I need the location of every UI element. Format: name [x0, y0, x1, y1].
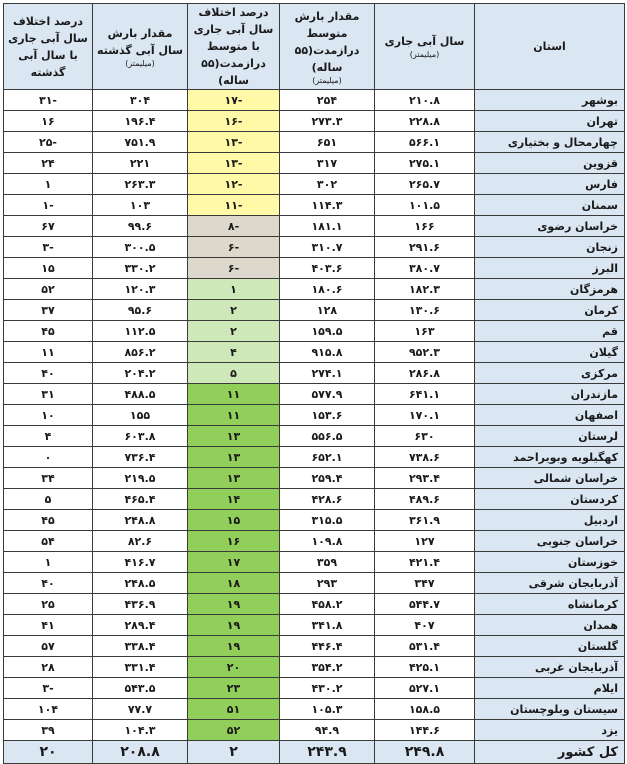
- header-avg55-unit: (میلیمتر): [312, 75, 342, 85]
- row-diff-last: -۱: [4, 195, 93, 216]
- row-province: گلستان: [475, 636, 625, 657]
- row-diff-last: ۵۴: [4, 531, 93, 552]
- row-last: ۱۵۵: [93, 405, 188, 426]
- row-avg: ۴۴۶.۴: [280, 636, 375, 657]
- row-diff-last: ۱: [4, 552, 93, 573]
- table-row: [4, 552, 625, 573]
- row-last: ۷۵۱.۹: [93, 132, 188, 153]
- row-diff-avg: ۲: [188, 300, 280, 321]
- row-avg: ۴۰۳.۶: [280, 258, 375, 279]
- row-province: اصفهان: [475, 405, 625, 426]
- row-diff-last: ۳۴: [4, 468, 93, 489]
- row-province: قزوین: [475, 153, 625, 174]
- row-last: ۹۹.۶: [93, 216, 188, 237]
- row-diff-avg: ۲: [188, 321, 280, 342]
- row-diff-avg: ۱۱: [188, 405, 280, 426]
- row-avg: ۴۵۸.۲: [280, 594, 375, 615]
- table-row: [4, 615, 625, 636]
- header-diff-last: درصد اختلاف سال آبی جاری با سال آبی گذشته: [4, 4, 93, 90]
- row-province: کرمانشاه: [475, 594, 625, 615]
- row-last: ۱۱۲.۵: [93, 321, 188, 342]
- row-avg: ۱۰۹.۸: [280, 531, 375, 552]
- row-current: ۱۰۱.۵: [375, 195, 475, 216]
- row-last: ۹۵.۶: [93, 300, 188, 321]
- row-province: خراسان شمالی: [475, 468, 625, 489]
- row-diff-avg: ۱۵: [188, 510, 280, 531]
- row-last: ۷۷.۷: [93, 699, 188, 720]
- row-avg: ۱۸۱.۱: [280, 216, 375, 237]
- row-diff-last: ۳۹: [4, 720, 93, 741]
- table-body: [4, 90, 625, 741]
- table-row: [4, 342, 625, 363]
- row-diff-avg: ۱۴: [188, 489, 280, 510]
- row-province: لرستان: [475, 426, 625, 447]
- row-diff-last: ۱: [4, 174, 93, 195]
- row-province: آذربایجان شرقی: [475, 573, 625, 594]
- row-last: ۷۳۶.۴: [93, 447, 188, 468]
- table-row: [4, 594, 625, 615]
- header-diff-avg: درصد اختلاف سال آبی جاری با متوسط درازمدت(۵۵ ساله): [188, 4, 280, 90]
- row-diff-last: ۴۰: [4, 363, 93, 384]
- row-diff-last: ۱۰۴: [4, 699, 93, 720]
- row-avg: ۹۴.۹: [280, 720, 375, 741]
- row-diff-avg: ۲۳: [188, 678, 280, 699]
- total-avg: ۲۴۳.۹: [280, 741, 375, 764]
- row-current: ۲۹۳.۴: [375, 468, 475, 489]
- row-last: ۱۹۶.۴: [93, 111, 188, 132]
- row-diff-last: ۳۱: [4, 384, 93, 405]
- row-avg: ۶۵۲.۱: [280, 447, 375, 468]
- row-current: ۱۵۸.۵: [375, 699, 475, 720]
- row-diff-last: ۱۵: [4, 258, 93, 279]
- row-avg: ۲۹۳: [280, 573, 375, 594]
- row-avg: ۱۸۰.۶: [280, 279, 375, 300]
- row-current: ۴۰۷: [375, 615, 475, 636]
- row-diff-avg: ۱۶: [188, 531, 280, 552]
- row-current: ۲۶۵.۷: [375, 174, 475, 195]
- row-avg: ۱۵۳.۶: [280, 405, 375, 426]
- row-diff-avg: ۱۷: [188, 552, 280, 573]
- row-province: بوشهر: [475, 90, 625, 111]
- row-diff-last: ۱۱: [4, 342, 93, 363]
- row-avg: ۹۱۵.۸: [280, 342, 375, 363]
- row-last: ۴۶۵.۴: [93, 489, 188, 510]
- total-current: ۲۴۹.۸: [375, 741, 475, 764]
- row-current: ۱۷۰.۱: [375, 405, 475, 426]
- row-diff-avg: ۱۹: [188, 594, 280, 615]
- row-diff-last: -۲۵: [4, 132, 93, 153]
- row-current: ۶۳۰: [375, 426, 475, 447]
- row-current: ۴۲۵.۱: [375, 657, 475, 678]
- row-diff-last: -۳: [4, 678, 93, 699]
- header-last-year: مقدار بارش سال آبی گذشته (میلیمتر): [93, 4, 188, 90]
- row-diff-avg: ۱۳: [188, 426, 280, 447]
- row-current: ۴۸۹.۶: [375, 489, 475, 510]
- row-province: سمنان: [475, 195, 625, 216]
- row-diff-avg: ۵: [188, 363, 280, 384]
- row-last: ۲۱۹.۵: [93, 468, 188, 489]
- header-current-year: سال آبی جاری (میلیمتر): [375, 4, 475, 90]
- row-province: اردبیل: [475, 510, 625, 531]
- row-avg: ۳۵۹: [280, 552, 375, 573]
- row-last: ۲۴۸.۸: [93, 510, 188, 531]
- row-diff-avg: ۱۳: [188, 468, 280, 489]
- row-diff-avg: ۲۰: [188, 657, 280, 678]
- table-row: [4, 258, 625, 279]
- row-diff-last: ۴۰: [4, 573, 93, 594]
- row-last: ۶۰۳.۸: [93, 426, 188, 447]
- table-row: [4, 111, 625, 132]
- row-diff-avg: -۱۶: [188, 111, 280, 132]
- row-last: ۳۰۴: [93, 90, 188, 111]
- table-row: [4, 720, 625, 741]
- table-row: [4, 510, 625, 531]
- row-last: ۲۸۹.۴: [93, 615, 188, 636]
- header-current-year-unit: (میلیمتر): [409, 50, 440, 59]
- row-province: خوزستان: [475, 552, 625, 573]
- row-diff-avg: ۱: [188, 279, 280, 300]
- row-current: ۲۸۶.۸: [375, 363, 475, 384]
- row-last: ۳۳۱.۴: [93, 657, 188, 678]
- row-last: ۸۵۶.۲: [93, 342, 188, 363]
- total-row: [4, 741, 625, 764]
- row-province: خراسان رضوی: [475, 216, 625, 237]
- table-row: [4, 384, 625, 405]
- row-avg: ۳۱۷: [280, 153, 375, 174]
- table-row: [4, 636, 625, 657]
- row-diff-avg: ۱۱: [188, 384, 280, 405]
- row-last: ۵۴۳.۵: [93, 678, 188, 699]
- header-last-year-unit: (میلیمتر): [125, 58, 155, 68]
- row-diff-avg: ۵۲: [188, 720, 280, 741]
- row-province: یزد: [475, 720, 625, 741]
- row-diff-avg: -۱۲: [188, 174, 280, 195]
- row-avg: ۳۰۲: [280, 174, 375, 195]
- row-province: فارس: [475, 174, 625, 195]
- row-avg: ۳۱۵.۵: [280, 510, 375, 531]
- row-diff-avg: ۵۱: [188, 699, 280, 720]
- row-avg: ۵۷۷.۹: [280, 384, 375, 405]
- row-diff-last: ۶۷: [4, 216, 93, 237]
- row-diff-last: ۰: [4, 447, 93, 468]
- row-diff-avg: -۱۳: [188, 132, 280, 153]
- row-diff-last: ۵: [4, 489, 93, 510]
- row-last: ۴۳۶.۹: [93, 594, 188, 615]
- row-last: ۱۰۴.۳: [93, 720, 188, 741]
- row-avg: ۱۰۵.۳: [280, 699, 375, 720]
- row-diff-last: ۱۶: [4, 111, 93, 132]
- row-current: ۲۱۰.۸: [375, 90, 475, 111]
- table-row: [4, 699, 625, 720]
- row-last: ۳۳۰.۲: [93, 258, 188, 279]
- header-avg55: مقدار بارش متوسط درازمدت(۵۵ ساله) (میلیمتر): [280, 4, 375, 90]
- row-diff-last: ۴۵: [4, 510, 93, 531]
- row-last: ۱۲۰.۳: [93, 279, 188, 300]
- row-avg: ۶۵۱: [280, 132, 375, 153]
- total-last: ۲۰۸.۸: [93, 741, 188, 764]
- total-diff-avg: ۲: [188, 741, 280, 764]
- row-diff-avg: -۱۷: [188, 90, 280, 111]
- table-row: [4, 90, 625, 111]
- row-province: قم: [475, 321, 625, 342]
- row-last: ۲۶۳.۳: [93, 174, 188, 195]
- table-row: [4, 531, 625, 552]
- row-current: ۱۴۴.۶: [375, 720, 475, 741]
- row-last: ۸۲.۶: [93, 531, 188, 552]
- table-row: [4, 468, 625, 489]
- row-current: ۵۴۴.۷: [375, 594, 475, 615]
- row-avg: ۲۷۳.۳: [280, 111, 375, 132]
- row-diff-avg: ۴: [188, 342, 280, 363]
- row-current: ۷۳۸.۶: [375, 447, 475, 468]
- table-row: [4, 657, 625, 678]
- row-current: ۳۸۰.۷: [375, 258, 475, 279]
- row-avg: ۱۱۴.۳: [280, 195, 375, 216]
- row-province: همدان: [475, 615, 625, 636]
- row-avg: ۲۵۴: [280, 90, 375, 111]
- row-province: سیستان وبلوچستان: [475, 699, 625, 720]
- row-current: ۲۲۸.۸: [375, 111, 475, 132]
- row-diff-last: -۳: [4, 237, 93, 258]
- table-row: [4, 405, 625, 426]
- row-diff-last: ۱۰: [4, 405, 93, 426]
- row-diff-avg: ۱۹: [188, 636, 280, 657]
- table-row: [4, 279, 625, 300]
- header-row: [4, 4, 625, 90]
- table-row: [4, 132, 625, 153]
- table-row: [4, 573, 625, 594]
- row-current: ۵۶۶.۱: [375, 132, 475, 153]
- row-diff-last: ۲۴: [4, 153, 93, 174]
- table-row: [4, 153, 625, 174]
- row-province: کهگیلویه وبویراحمد: [475, 447, 625, 468]
- row-diff-avg: -۶: [188, 258, 280, 279]
- table-row: [4, 237, 625, 258]
- row-avg: ۳۴۱.۸: [280, 615, 375, 636]
- row-diff-avg: -۱۳: [188, 153, 280, 174]
- table-row: [4, 216, 625, 237]
- row-province: چهارمحال و بختیاری: [475, 132, 625, 153]
- row-diff-last: ۳۷: [4, 300, 93, 321]
- row-current: ۱۲۷: [375, 531, 475, 552]
- row-last: ۲۲۱: [93, 153, 188, 174]
- row-last: ۲۰۴.۲: [93, 363, 188, 384]
- row-current: ۱۶۳: [375, 321, 475, 342]
- row-diff-last: ۴۱: [4, 615, 93, 636]
- row-current: ۱۸۲.۳: [375, 279, 475, 300]
- row-current: ۶۴۱.۱: [375, 384, 475, 405]
- row-province: خراسان جنوبی: [475, 531, 625, 552]
- row-avg: ۵۵۶.۵: [280, 426, 375, 447]
- row-avg: ۲۵۹.۴: [280, 468, 375, 489]
- row-diff-last: ۲۸: [4, 657, 93, 678]
- row-current: ۴۲۱.۴: [375, 552, 475, 573]
- row-last: ۱۰۳: [93, 195, 188, 216]
- row-diff-avg: ۱۹: [188, 615, 280, 636]
- table-row: [4, 174, 625, 195]
- row-current: ۹۵۲.۳: [375, 342, 475, 363]
- rainfall-table: [3, 3, 625, 764]
- row-diff-last: ۵۷: [4, 636, 93, 657]
- row-diff-last: -۳۱: [4, 90, 93, 111]
- row-diff-avg: -۸: [188, 216, 280, 237]
- row-province: زنجان: [475, 237, 625, 258]
- row-last: ۳۳۸.۴: [93, 636, 188, 657]
- row-province: مرکزی: [475, 363, 625, 384]
- table-row: [4, 363, 625, 384]
- table-row: [4, 300, 625, 321]
- row-current: ۱۶۶: [375, 216, 475, 237]
- header-province: استان: [475, 4, 625, 90]
- row-current: ۲۹۱.۶: [375, 237, 475, 258]
- row-diff-avg: ۱۳: [188, 447, 280, 468]
- row-current: ۳۶۱.۹: [375, 510, 475, 531]
- row-province: گیلان: [475, 342, 625, 363]
- table-row: [4, 426, 625, 447]
- row-current: ۱۳۰.۶: [375, 300, 475, 321]
- row-last: ۲۴۸.۵: [93, 573, 188, 594]
- row-province: تهران: [475, 111, 625, 132]
- row-avg: ۴۲۸.۶: [280, 489, 375, 510]
- table-row: [4, 195, 625, 216]
- row-avg: ۱۵۹.۵: [280, 321, 375, 342]
- row-current: ۲۷۵.۱: [375, 153, 475, 174]
- row-current: ۳۴۷: [375, 573, 475, 594]
- row-diff-avg: ۱۸: [188, 573, 280, 594]
- table-row: [4, 678, 625, 699]
- row-last: ۳۰۰.۵: [93, 237, 188, 258]
- row-province: البرز: [475, 258, 625, 279]
- row-diff-last: ۲۵: [4, 594, 93, 615]
- total-province: کل کشور: [475, 741, 625, 764]
- row-diff-last: ۵۲: [4, 279, 93, 300]
- row-diff-avg: -۱۱: [188, 195, 280, 216]
- row-province: آذربایجان غربی: [475, 657, 625, 678]
- row-province: کردستان: [475, 489, 625, 510]
- table-row: [4, 447, 625, 468]
- table-row: [4, 321, 625, 342]
- row-last: ۴۱۶.۷: [93, 552, 188, 573]
- row-avg: ۱۲۸: [280, 300, 375, 321]
- row-avg: ۳۵۴.۲: [280, 657, 375, 678]
- row-province: ایلام: [475, 678, 625, 699]
- row-diff-avg: -۶: [188, 237, 280, 258]
- row-diff-last: ۴۵: [4, 321, 93, 342]
- row-current: ۵۳۱.۴: [375, 636, 475, 657]
- row-province: هرمزگان: [475, 279, 625, 300]
- row-avg: ۳۱۰.۷: [280, 237, 375, 258]
- row-province: مازندران: [475, 384, 625, 405]
- table-row: [4, 489, 625, 510]
- row-avg: ۲۷۴.۱: [280, 363, 375, 384]
- row-last: ۴۸۸.۵: [93, 384, 188, 405]
- total-diff-last: ۲۰: [4, 741, 93, 764]
- row-avg: ۴۳۰.۲: [280, 678, 375, 699]
- row-current: ۵۲۷.۱: [375, 678, 475, 699]
- row-province: کرمان: [475, 300, 625, 321]
- row-diff-last: ۴: [4, 426, 93, 447]
